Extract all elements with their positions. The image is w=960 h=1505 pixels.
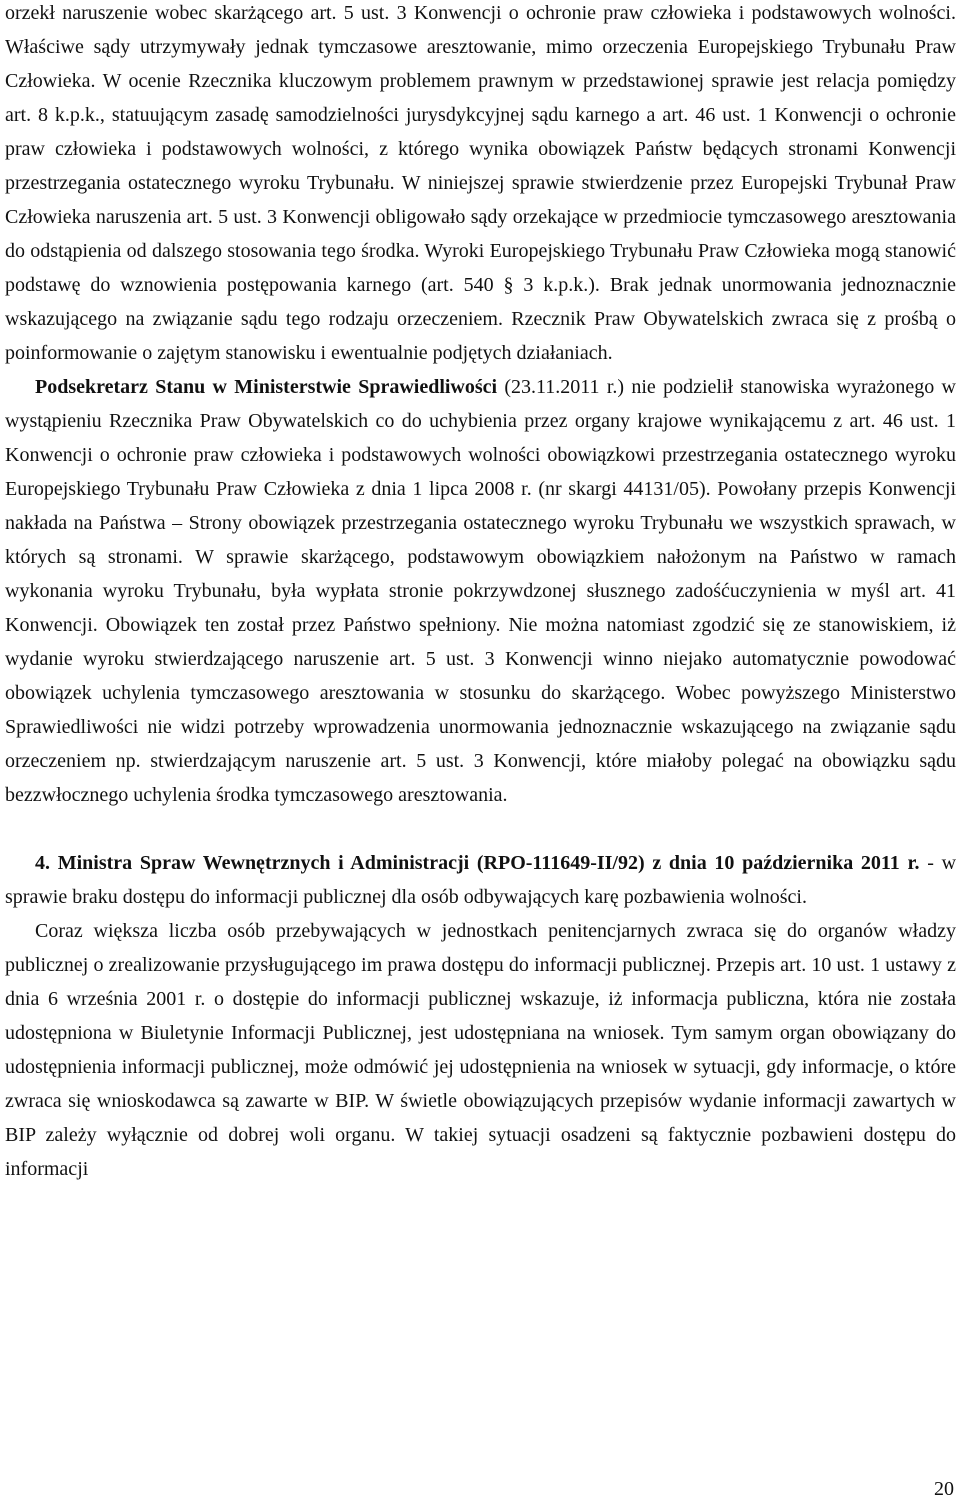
section-heading [5, 846, 956, 914]
page-number: 20 [934, 1478, 954, 1500]
bold-lead: Podsekretarz Stanu w Ministerstwie Sprawiedliwości [35, 376, 498, 398]
body-paragraph: orzekł naruszenie wobec skarżącego art. 5 ust. 3 Konwencji o ochronie praw człowieka i podstawowych wolności. Właściwe sądy utrzymywały jednak tymczasowe aresztowanie, mimo orzeczenia Europejskiego Trybunału Praw Człowieka. W ocenie Rzecznika kluczowym problemem prawnym w przedstawionej sprawie jest relacja pomiędzy art. 8 k.p.k., statuującym zasadę samodzielności jurysdykcyjnej sądu karnego a art. 46 ust. 1 Konwencji o ochronie praw człowieka i podstawowych wolności, z którego wynika obowiązek Państw będących stronami Konwencji przestrzegania ostatecznego wyroku Trybunału. W niniejszej sprawie stwierdzenie przez Europejski Trybunał Praw Człowieka naruszenia art. 5 ust. 3 Konwencji obligowało sądy orzekające w przedmiocie tymczasowego aresztowania do odstąpienia od dalszego stosowania tego środka. Wyroki Europejskiego Trybunału Praw Człowieka mogą stanowić podstawę do wznowienia postępowania karnego (art. 540 § 3 k.p.k.). Brak jednak unormowania jednoznacznie wskazującego na związanie sądu tego rodzaju orzeczeniem. Rzecznik Praw Obywatelskich zwraca się z prośbą o poinformowanie o zajętym stanowisku i ewentualnie podjętych działaniach. [5, 2, 956, 364]
section-title: Ministra Spraw Wewnętrznych i Administracji (RPO-111649-II/92) z dnia 10 października 2011 r. [57, 852, 920, 874]
section-subject: - w sprawie braku dostępu do informacji publicznej dla osób odbywających karę pozbawienia wolności. [5, 852, 957, 908]
paragraph-text: (23.11.2011 r.) nie podzielił stanowiska wyrażonego w wystąpieniu Rzecznika Praw Obywatelskich co do uchybienia przez organy krajowe wynikającemu z art. 46 ust. 1 Konwencji o ochronie praw człowieka i podstawowych wolności obowiązkowi przestrzegania ostatecznego wyroku Europejskiego Trybunału Praw Człowieka z dnia 1 lipca 2008 r. (nr skargi 44131/05). Powołany przepis Konwencji nakłada na Państwa – Strony obowiązek przestrzegania ostatecznego wyroku Trybunału we wszystkich sprawach, w których są stronami. W sprawie skarżącego, podstawowym obowiązkiem nałożonym na Państwo w ramach wykonania wyroku Trybunału, była wypłata stronie pokrzywdzonej słusznego zadośćuczynienia w myśl art. 41 Konwencji. Obowiązek ten został przez Państwo spełniony. Nie można natomiast zgodzić się ze stanowiskiem, iż wydanie wyroku stwierdzającego naruszenie art. 5 ust. 3 Konwencji winno niejako automatycznie powodować obowiązek uchylenia tymczasowego aresztowania w stosunku do skarżącego. Wobec powyższego Ministerstwo Sprawiedliwości nie widzi potrzeby wprowadzenia unormowania jednoznacznie wskazującego na związanie sądu orzeczeniem np. stwierdzającym naruszenie art. 5 ust. 3 Konwencji, które miałoby polegać na obowiązku sądu bezzwłocznego uchylenia środka tymczasowego aresztowania. [5, 376, 956, 806]
body-paragraph [5, 370, 956, 812]
body-paragraph: Coraz większa liczba osób przebywających w jednostkach penitencjarnych zwraca się do organów władzy publicznej o zrealizowanie przysługującego im prawa dostępu do informacji publicznej. Przepis art. 10 ust. 1 ustawy z dnia 6 września 2001 r. o dostępie do informacji publicznej wskazuje, iż informacja publiczna, która nie została udostępniona w Biuletynie Informacji Publicznej, jest udostępniana na wniosek. Tym samym organ obowiązany do udostępnienia informacji publicznej, może odmówić jej udostępnienia na wniosek w sytuacji, gdy informacje, o które zwraca się wnioskodawca są zawarte w BIP. W świetle obowiązujących przepisów wydanie informacji zawartych w BIP zależy wyłącznie od dobrej woli organu. W takiej sytuacji osadzeni są faktycznie pozbawieni dostępu do informacji [5, 920, 956, 1180]
section-number: 4. [35, 852, 50, 874]
